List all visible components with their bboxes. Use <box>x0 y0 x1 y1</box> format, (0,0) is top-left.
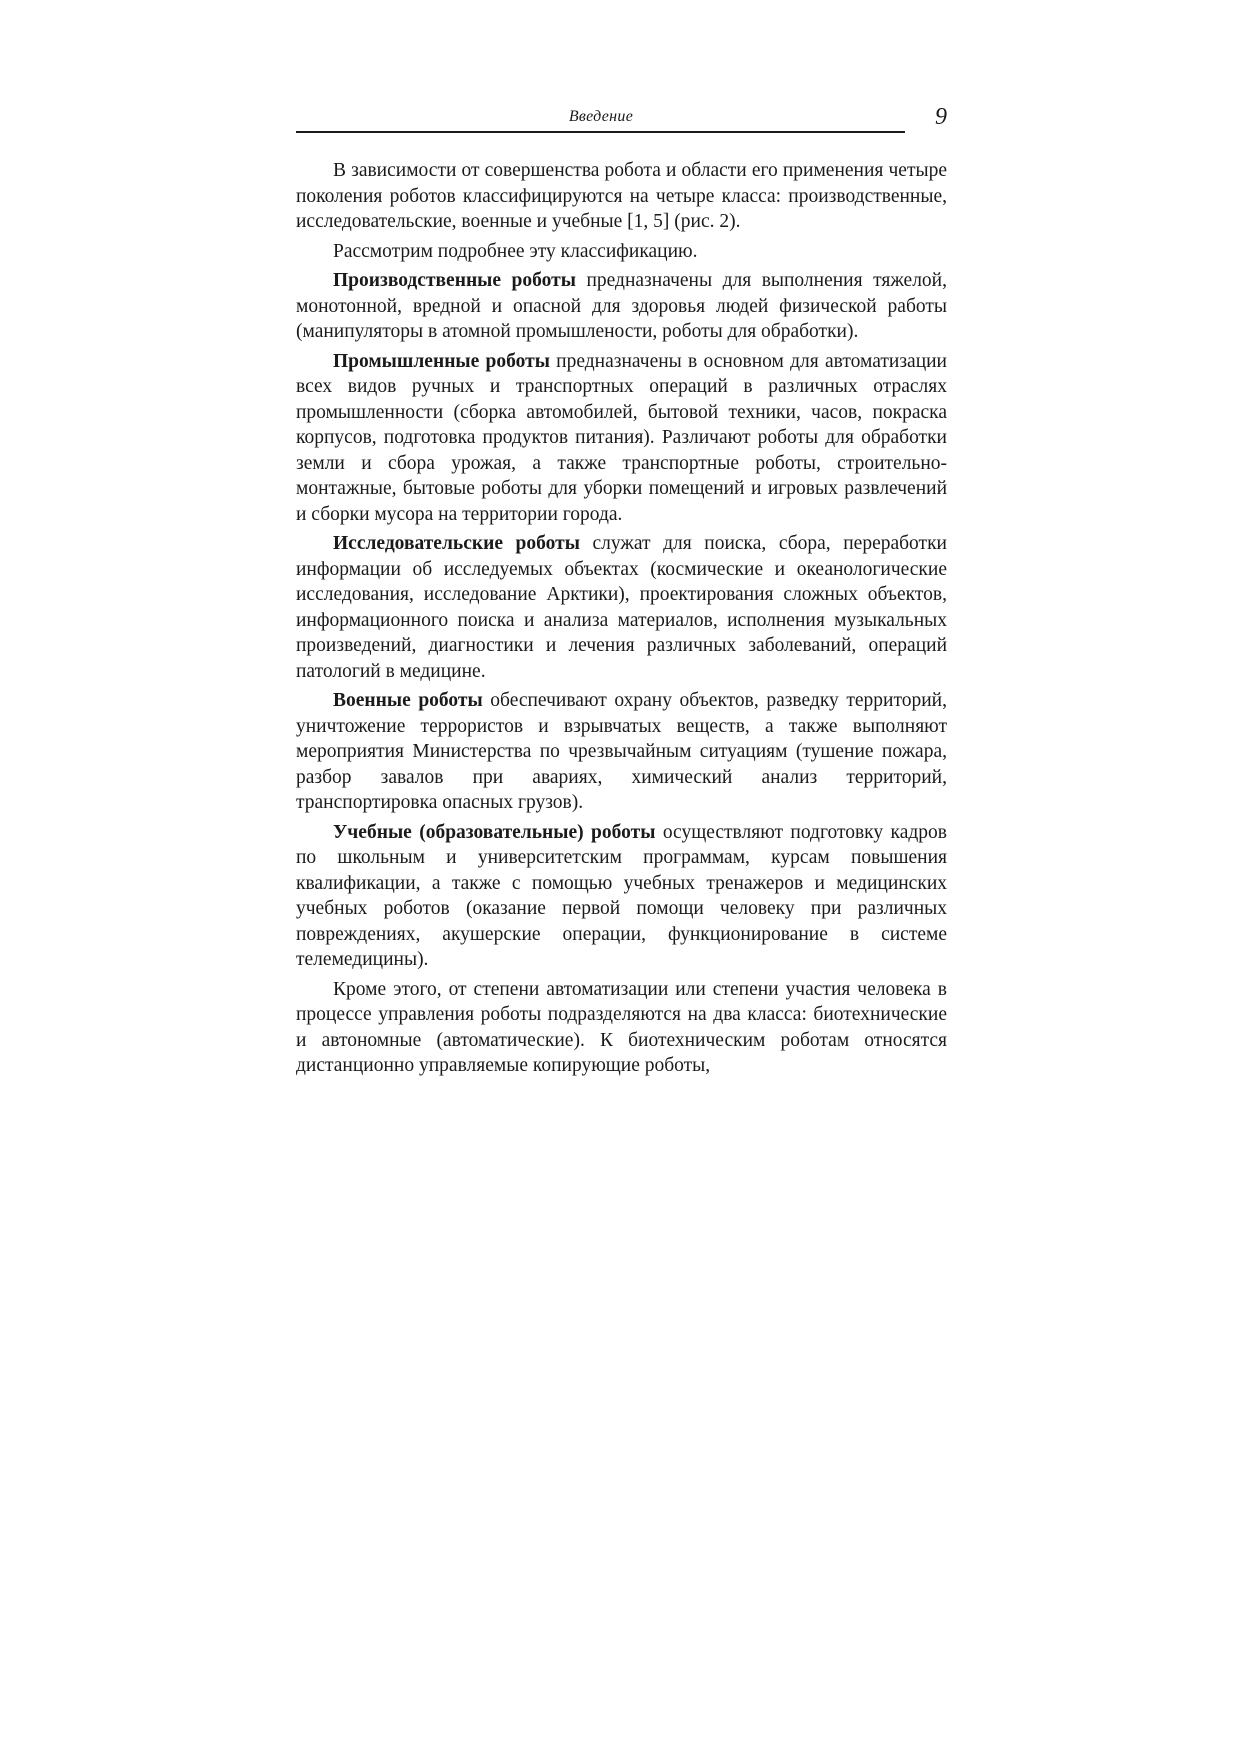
paragraph-production-robots <box>296 268 947 345</box>
paragraph-text: Рассмотрим подробнее эту классификацию. <box>333 240 698 262</box>
paragraph-text: осуществляют подготовку кадров по школьным и университетским программам, курсам повышения квалификации, а также с помощью учебных тренажеров и медицинских учебных роботов (оказание первой помощи человеку при различных повреждениях, акушерские операции, функционирование в системе телемедицины). <box>296 821 947 970</box>
paragraph-text: В зависимости от совершенства робота и области его применения четыре поколения роботов классифицируются на четыре класса: производственные, исследовательские, военные и учебные [1, 5] (рис. 2). <box>296 160 947 232</box>
term-production-robots: Производственные роботы <box>333 270 576 291</box>
paragraph-industrial-robots <box>296 349 947 528</box>
page-number: 9 <box>935 104 947 130</box>
paragraph-educational-robots <box>296 820 947 973</box>
running-title: Введение <box>568 108 634 125</box>
paragraph-text: обеспечивают охрану объектов, разведку территорий, уничтожение террористов и взрывчатых веществ, а также выполняют мероприятия Министерства по чрезвычайным ситуациям (тушение пожара, разбор завалов при авариях, химический анализ территорий, транспортировка опасных грузов). <box>296 690 947 813</box>
header-rule <box>296 131 905 133</box>
term-research-robots: Исследовательские роботы <box>333 533 580 554</box>
paragraph-military-robots <box>296 688 947 816</box>
paragraph-consider <box>296 239 947 265</box>
paragraph-text: Кроме этого, от степени автоматизации или степени участия человека в процессе управления роботы подразделяются на два класса: биотехнические и автономные (автоматические). К биотехническим роботам относятся дистанционно управляемые копирующие роботы, <box>296 978 947 1076</box>
page-header <box>296 100 947 134</box>
term-educational-robots: Учебные (образовательные) роботы <box>333 821 656 843</box>
term-military-robots: Военные роботы <box>333 690 483 711</box>
body-text <box>296 158 947 1079</box>
paragraph-text: предназначены в основном для автоматизации всех видов ручных и транспортных операций в различных отраслях промышленности (сборка автомобилей, бытовой техники, часов, покраска корпусов, подготовка продуктов питания). Различают роботы для обработки земли и сбора урожая, а также транспортные роботы, строительно-монтажные, бытовые роботы для уборки помещений и игровых развлечений и сборки мусора на территории города. <box>296 350 947 525</box>
paragraph-research-robots <box>296 531 947 684</box>
paragraph-text: служат для поиска, сбора, переработки информации об исследуемых объектах (космические и океанологические исследования, исследование Арктики), проектирования сложных объектов, информационного поиска и анализа материалов, исполнения музыкальных произведений, диагностики и лечения различных заболеваний, операций патологий в медицине. <box>296 533 947 682</box>
term-industrial-robots: Промышленные роботы <box>333 350 550 372</box>
paragraph-text: предназначены для выполнения тяжелой, монотонной, вредной и опасной для здоровья людей физической работы (манипуляторы в атомной промышлености, роботы для обработки). <box>296 270 947 342</box>
paragraph-intro <box>296 158 947 235</box>
paragraph-automation-classes <box>296 977 947 1079</box>
